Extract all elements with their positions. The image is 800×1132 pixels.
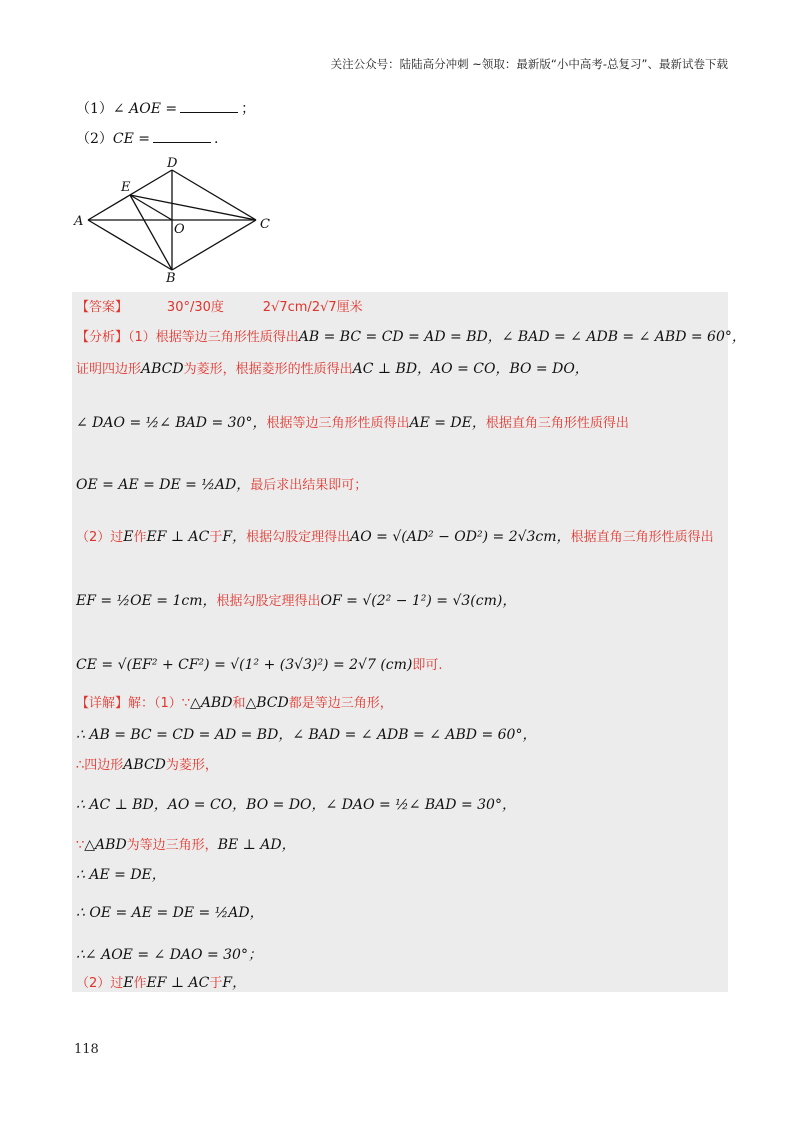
answer-value-2: 2√7cm/2√7厘米: [262, 300, 363, 315]
page-header: 关注公众号：陆陆高分冲刺 ~领取：最新版“小中高考-总复习”、最新试卷下载: [330, 57, 728, 71]
text: 为等边三角形，: [126, 838, 218, 853]
text: 最后求出结果即可；: [250, 478, 368, 493]
label-e: E: [121, 180, 131, 195]
formula: △ABD: [190, 695, 233, 711]
text: 【分析】（1）根据等边三角形性质得出: [76, 330, 299, 345]
formula: ABCD: [141, 361, 184, 377]
text: 根据等边三角形性质得出: [266, 416, 410, 431]
formula: △BCD: [245, 695, 289, 711]
text: 根据勾股定理得出: [216, 594, 321, 609]
geometry-figure: [70, 150, 280, 290]
text: 作: [133, 530, 147, 545]
detail-line: [76, 944, 262, 964]
question-expr: CE =: [112, 131, 151, 147]
text: 根据直角三角形性质得出: [570, 530, 714, 545]
formula: OE = AE = DE = ½AD，: [76, 477, 251, 493]
answer-value-1: 30°/30度: [166, 300, 224, 315]
detail-line: [76, 902, 264, 922]
answer-tag: 【答案】: [76, 300, 129, 315]
label-o: O: [174, 222, 185, 237]
answer-blank[interactable]: [180, 100, 238, 113]
text: 于: [209, 530, 223, 545]
analysis-line: [76, 326, 746, 346]
text: 为菱形，: [165, 758, 218, 773]
question-2: [76, 128, 219, 148]
analysis-line: [76, 526, 714, 546]
label-c: C: [260, 217, 270, 232]
text: 证明四边形: [76, 362, 142, 377]
formula: ∴ AC ⊥ BD，AO = CO，BO = DO，∠ DAO = ½∠ BAD = 30°，: [76, 797, 516, 813]
analysis-line: [76, 654, 443, 673]
label-a: A: [74, 214, 84, 229]
formula: ∴∠ AOE = ∠ DAO = 30°；: [76, 947, 262, 963]
text: （2）过: [76, 976, 124, 991]
detail-line: [76, 724, 536, 744]
formula: AB = BC = CD = AD = BD，∠ BAD = ∠ ADB = ∠ ABD = 60°，: [298, 329, 746, 345]
text: 和: [232, 696, 246, 711]
detail-line: [76, 864, 166, 884]
label-d: D: [167, 156, 178, 171]
formula: ABCD: [123, 757, 166, 773]
formula: F，: [222, 529, 247, 545]
formula: AO = √(AD² − OD²) = 2√3cm，: [350, 529, 571, 545]
detail-line: [76, 692, 393, 711]
analysis-line: [76, 358, 589, 378]
formula: EF = ½OE = 1cm，: [76, 593, 217, 609]
analysis-line: [76, 590, 516, 610]
formula: OF = √(2² − 1²) = √3(cm)，: [320, 593, 517, 609]
detail-line: [76, 754, 218, 773]
text: （2）过: [76, 530, 124, 545]
formula: ∴ OE = AE = DE = ½AD，: [76, 905, 264, 921]
text: 根据勾股定理得出: [246, 530, 351, 545]
formula: CE = √(EF² + CF²) = √(1² + (3√3)²) = 2√7 (cm): [76, 657, 413, 673]
formula: ∴ AE = DE，: [76, 867, 166, 883]
formula: EF ⊥ AC: [146, 975, 210, 991]
formula: AC ⊥ BD，AO = CO，BO = DO，: [352, 361, 589, 377]
answer-blank[interactable]: [153, 130, 211, 143]
text: 都是等边三角形，: [288, 696, 393, 711]
text: 根据直角三角形性质得出: [485, 416, 629, 431]
solution-panel: [72, 292, 728, 992]
formula: E: [123, 975, 134, 991]
detail-line: [76, 972, 246, 992]
text: ∵: [76, 838, 85, 853]
answer-line: [76, 296, 363, 315]
label-b: B: [166, 271, 176, 286]
page-number: 118: [74, 1042, 99, 1057]
formula: ∠ DAO = ½∠ BAD = 30°，: [76, 415, 267, 431]
formula: BE ⊥ AD，: [217, 837, 296, 853]
text: 为菱形，根据菱形的性质得出: [183, 362, 353, 377]
question-1: [76, 98, 255, 118]
question-expr: ∠ AOE =: [112, 101, 178, 117]
question-number: （2）: [76, 131, 113, 147]
formula: E: [123, 529, 134, 545]
text: 即可.: [412, 658, 443, 673]
question-tail: ；: [241, 101, 256, 117]
formula: F，: [222, 975, 247, 991]
text: 【详解】解：（1）∵: [76, 696, 191, 711]
detail-line: [76, 794, 516, 814]
question-tail: .: [214, 131, 219, 147]
analysis-line: [76, 474, 367, 494]
text: 于: [209, 976, 223, 991]
text: ∴四边形: [76, 758, 124, 773]
analysis-line: [76, 412, 629, 432]
formula: ∴ AB = BC = CD = AD = BD，∠ BAD = ∠ ADB = ∠ ABD = 60°，: [76, 727, 537, 743]
formula: △ABD: [84, 837, 127, 853]
formula: EF ⊥ AC: [146, 529, 210, 545]
question-number: （1）: [76, 101, 113, 117]
detail-line: [76, 834, 296, 854]
formula: AE = DE，: [409, 415, 486, 431]
text: 作: [133, 976, 147, 991]
